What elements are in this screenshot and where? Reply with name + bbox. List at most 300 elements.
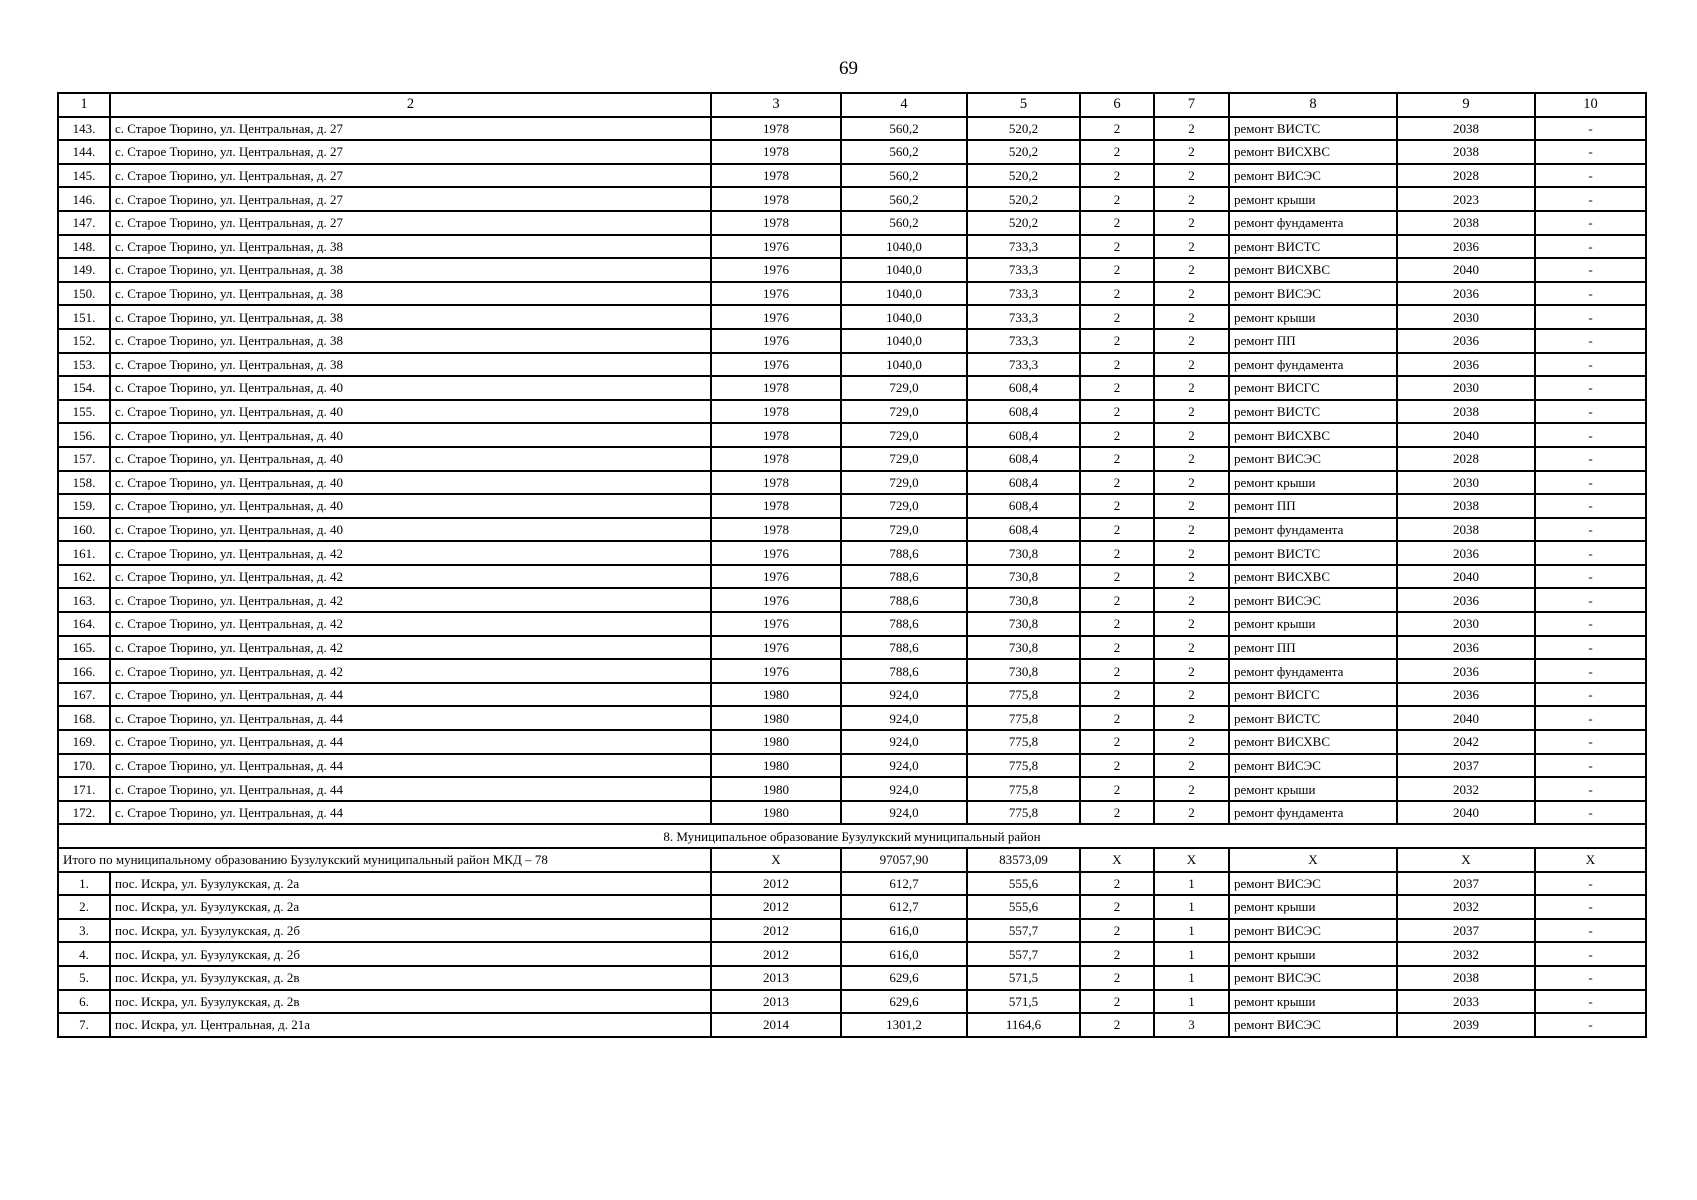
- work-type-cell: ремонт крыши: [1229, 471, 1397, 495]
- entrances-cell: 2: [1154, 636, 1229, 660]
- floors-cell: 2: [1080, 730, 1154, 754]
- address-cell: пос. Искра, ул. Бузулукская, д. 2б: [110, 919, 711, 943]
- column-10-cell: -: [1535, 282, 1646, 306]
- column-10-cell: -: [1535, 447, 1646, 471]
- total-area-cell: 729,0: [841, 400, 967, 424]
- row-number-cell: 143.: [58, 117, 110, 141]
- work-type-cell: ремонт фундамента: [1229, 353, 1397, 377]
- table-row: [58, 636, 1646, 660]
- total-area-cell: 924,0: [841, 777, 967, 801]
- work-type-cell: ремонт ВИСТС: [1229, 400, 1397, 424]
- living-area-cell: 775,8: [967, 754, 1080, 778]
- work-type-cell: ремонт ВИСЭС: [1229, 588, 1397, 612]
- planned-year-cell: 2032: [1397, 895, 1535, 919]
- row-number-cell: 153.: [58, 353, 110, 377]
- floors-cell: 2: [1080, 423, 1154, 447]
- floors-cell: 2: [1080, 612, 1154, 636]
- floors-cell: 2: [1080, 376, 1154, 400]
- work-type-cell: ремонт ВИСЭС: [1229, 164, 1397, 188]
- total-area-cell: 560,2: [841, 187, 967, 211]
- address-cell: с. Старое Тюрино, ул. Центральная, д. 42: [110, 659, 711, 683]
- table-row: [58, 730, 1646, 754]
- total-area-cell: 788,6: [841, 588, 967, 612]
- row-number-cell: 151.: [58, 305, 110, 329]
- table-row: [58, 400, 1646, 424]
- address-cell: с. Старое Тюрино, ул. Центральная, д. 27: [110, 211, 711, 235]
- work-type-cell: ремонт ВИСТС: [1229, 117, 1397, 141]
- entrances-cell: 2: [1154, 187, 1229, 211]
- entrances-cell: 2: [1154, 164, 1229, 188]
- year-built-cell: 1976: [711, 282, 841, 306]
- entrances-cell: 1: [1154, 990, 1229, 1014]
- planned-year-cell: 2036: [1397, 541, 1535, 565]
- year-built-cell: 1976: [711, 659, 841, 683]
- entrances-cell: 2: [1154, 305, 1229, 329]
- living-area-cell: 733,3: [967, 305, 1080, 329]
- work-type-cell: ремонт ВИСХВС: [1229, 140, 1397, 164]
- year-built-cell: 2012: [711, 872, 841, 896]
- total-area-cell: 788,6: [841, 541, 967, 565]
- column-10-cell: -: [1535, 164, 1646, 188]
- entrances-cell: 2: [1154, 376, 1229, 400]
- address-cell: с. Старое Тюрино, ул. Центральная, д. 44: [110, 801, 711, 825]
- floors-cell: 2: [1080, 494, 1154, 518]
- total-cell: 83573,09: [967, 848, 1080, 872]
- year-built-cell: 1980: [711, 801, 841, 825]
- work-type-cell: ремонт ВИСХВС: [1229, 565, 1397, 589]
- column-10-cell: -: [1535, 659, 1646, 683]
- living-area-cell: 733,3: [967, 353, 1080, 377]
- entrances-cell: 1: [1154, 895, 1229, 919]
- planned-year-cell: 2036: [1397, 329, 1535, 353]
- address-cell: с. Старое Тюрино, ул. Центральная, д. 40: [110, 376, 711, 400]
- total-area-cell: 1040,0: [841, 235, 967, 259]
- total-cell: Х: [1229, 848, 1397, 872]
- table-row: [58, 588, 1646, 612]
- living-area-cell: 571,5: [967, 990, 1080, 1014]
- year-built-cell: 1980: [711, 706, 841, 730]
- living-area-cell: 730,8: [967, 612, 1080, 636]
- year-built-cell: 1978: [711, 447, 841, 471]
- total-area-cell: 616,0: [841, 919, 967, 943]
- work-type-cell: ремонт ВИСТС: [1229, 706, 1397, 730]
- work-type-cell: ремонт ВИСТС: [1229, 235, 1397, 259]
- column-10-cell: -: [1535, 895, 1646, 919]
- column-10-cell: -: [1535, 966, 1646, 990]
- address-cell: с. Старое Тюрино, ул. Центральная, д. 40: [110, 400, 711, 424]
- table-row: [58, 659, 1646, 683]
- living-area-cell: 520,2: [967, 140, 1080, 164]
- address-cell: с. Старое Тюрино, ул. Центральная, д. 40: [110, 447, 711, 471]
- address-cell: с. Старое Тюрино, ул. Центральная, д. 27: [110, 117, 711, 141]
- entrances-cell: 2: [1154, 258, 1229, 282]
- planned-year-cell: 2030: [1397, 376, 1535, 400]
- row-number-cell: 167.: [58, 683, 110, 707]
- floors-cell: 2: [1080, 164, 1154, 188]
- planned-year-cell: 2028: [1397, 447, 1535, 471]
- floors-cell: 2: [1080, 258, 1154, 282]
- living-area-cell: 608,4: [967, 471, 1080, 495]
- address-cell: с. Старое Тюрино, ул. Центральная, д. 44: [110, 706, 711, 730]
- living-area-cell: 608,4: [967, 518, 1080, 542]
- living-area-cell: 555,6: [967, 872, 1080, 896]
- floors-cell: 2: [1080, 942, 1154, 966]
- entrances-cell: 1: [1154, 942, 1229, 966]
- living-area-cell: 571,5: [967, 966, 1080, 990]
- year-built-cell: 2012: [711, 919, 841, 943]
- column-10-cell: -: [1535, 683, 1646, 707]
- planned-year-cell: 2036: [1397, 588, 1535, 612]
- year-built-cell: 1978: [711, 423, 841, 447]
- living-area-cell: 1164,6: [967, 1013, 1080, 1037]
- living-area-cell: 730,8: [967, 588, 1080, 612]
- year-built-cell: 1980: [711, 730, 841, 754]
- address-cell: с. Старое Тюрино, ул. Центральная, д. 27: [110, 140, 711, 164]
- table-row: [58, 754, 1646, 778]
- living-area-cell: 775,8: [967, 777, 1080, 801]
- address-cell: с. Старое Тюрино, ул. Центральная, д. 44: [110, 777, 711, 801]
- work-type-cell: ремонт ПП: [1229, 329, 1397, 353]
- row-number-cell: 169.: [58, 730, 110, 754]
- column-10-cell: -: [1535, 235, 1646, 259]
- address-cell: с. Старое Тюрино, ул. Центральная, д. 27: [110, 164, 711, 188]
- table-row: [58, 683, 1646, 707]
- table-row: [58, 872, 1646, 896]
- floors-cell: 2: [1080, 706, 1154, 730]
- work-type-cell: ремонт крыши: [1229, 777, 1397, 801]
- column-10-cell: -: [1535, 612, 1646, 636]
- address-cell: пос. Искра, ул. Бузулукская, д. 2б: [110, 942, 711, 966]
- row-number-cell: 160.: [58, 518, 110, 542]
- row-number-cell: 163.: [58, 588, 110, 612]
- planned-year-cell: 2040: [1397, 565, 1535, 589]
- living-area-cell: 608,4: [967, 447, 1080, 471]
- table-row: [58, 282, 1646, 306]
- table-row: [58, 942, 1646, 966]
- column-header: 9: [1397, 93, 1535, 117]
- row-number-cell: 152.: [58, 329, 110, 353]
- column-number-header-row: [58, 93, 1646, 117]
- year-built-cell: 1976: [711, 565, 841, 589]
- living-area-cell: 775,8: [967, 730, 1080, 754]
- table-row: [58, 211, 1646, 235]
- column-10-cell: -: [1535, 730, 1646, 754]
- table-row: [58, 612, 1646, 636]
- address-cell: пос. Искра, ул. Бузулукская, д. 2в: [110, 966, 711, 990]
- row-number-cell: 146.: [58, 187, 110, 211]
- table-row: [58, 258, 1646, 282]
- year-built-cell: 1978: [711, 471, 841, 495]
- entrances-cell: 2: [1154, 801, 1229, 825]
- total-area-cell: 924,0: [841, 683, 967, 707]
- entrances-cell: 2: [1154, 447, 1229, 471]
- work-type-cell: ремонт ВИСЭС: [1229, 1013, 1397, 1037]
- living-area-cell: 730,8: [967, 659, 1080, 683]
- living-area-cell: 730,8: [967, 565, 1080, 589]
- entrances-cell: 2: [1154, 612, 1229, 636]
- column-10-cell: -: [1535, 754, 1646, 778]
- work-type-cell: ремонт крыши: [1229, 305, 1397, 329]
- column-header: 3: [711, 93, 841, 117]
- entrances-cell: 2: [1154, 683, 1229, 707]
- living-area-cell: 730,8: [967, 541, 1080, 565]
- work-type-cell: ремонт ВИСТС: [1229, 541, 1397, 565]
- planned-year-cell: 2036: [1397, 636, 1535, 660]
- planned-year-cell: 2038: [1397, 966, 1535, 990]
- living-area-cell: 520,2: [967, 117, 1080, 141]
- address-cell: с. Старое Тюрино, ул. Центральная, д. 27: [110, 187, 711, 211]
- repair-schedule-table: [57, 92, 1647, 1038]
- living-area-cell: 733,3: [967, 282, 1080, 306]
- entrances-cell: 2: [1154, 353, 1229, 377]
- entrances-cell: 2: [1154, 494, 1229, 518]
- planned-year-cell: 2042: [1397, 730, 1535, 754]
- table-row: [58, 541, 1646, 565]
- floors-cell: 2: [1080, 990, 1154, 1014]
- address-cell: с. Старое Тюрино, ул. Центральная, д. 44: [110, 754, 711, 778]
- address-cell: с. Старое Тюрино, ул. Центральная, д. 38: [110, 282, 711, 306]
- column-header: 10: [1535, 93, 1646, 117]
- column-10-cell: -: [1535, 942, 1646, 966]
- table-row: [58, 305, 1646, 329]
- row-number-cell: 1.: [58, 872, 110, 896]
- floors-cell: 2: [1080, 588, 1154, 612]
- work-type-cell: ремонт крыши: [1229, 612, 1397, 636]
- total-area-cell: 729,0: [841, 423, 967, 447]
- row-number-cell: 144.: [58, 140, 110, 164]
- total-area-cell: 1040,0: [841, 258, 967, 282]
- total-area-cell: 560,2: [841, 164, 967, 188]
- row-number-cell: 148.: [58, 235, 110, 259]
- floors-cell: 2: [1080, 919, 1154, 943]
- address-cell: с. Старое Тюрино, ул. Центральная, д. 42: [110, 588, 711, 612]
- column-header: 4: [841, 93, 967, 117]
- planned-year-cell: 2028: [1397, 164, 1535, 188]
- floors-cell: 2: [1080, 471, 1154, 495]
- column-10-cell: -: [1535, 187, 1646, 211]
- column-header: 2: [110, 93, 711, 117]
- entrances-cell: 2: [1154, 140, 1229, 164]
- total-label: Итого по муниципальному образованию Бузулукский муниципальный район МКД – 78: [58, 848, 711, 872]
- total-area-cell: 560,2: [841, 211, 967, 235]
- table-row: [58, 187, 1646, 211]
- column-10-cell: -: [1535, 423, 1646, 447]
- total-area-cell: 629,6: [841, 966, 967, 990]
- address-cell: с. Старое Тюрино, ул. Центральная, д. 40: [110, 423, 711, 447]
- year-built-cell: 1978: [711, 211, 841, 235]
- floors-cell: 2: [1080, 211, 1154, 235]
- total-area-cell: 788,6: [841, 636, 967, 660]
- table-row: [58, 117, 1646, 141]
- total-cell: Х: [1535, 848, 1646, 872]
- living-area-cell: 555,6: [967, 895, 1080, 919]
- address-cell: с. Старое Тюрино, ул. Центральная, д. 44: [110, 730, 711, 754]
- floors-cell: 2: [1080, 235, 1154, 259]
- table-row: [58, 235, 1646, 259]
- entrances-cell: 2: [1154, 282, 1229, 306]
- year-built-cell: 1976: [711, 305, 841, 329]
- year-built-cell: 2013: [711, 990, 841, 1014]
- living-area-cell: 520,2: [967, 187, 1080, 211]
- table-row: [58, 376, 1646, 400]
- total-area-cell: 924,0: [841, 754, 967, 778]
- year-built-cell: 1976: [711, 353, 841, 377]
- work-type-cell: ремонт фундамента: [1229, 801, 1397, 825]
- floors-cell: 2: [1080, 329, 1154, 353]
- row-number-cell: 150.: [58, 282, 110, 306]
- column-10-cell: -: [1535, 872, 1646, 896]
- year-built-cell: 2014: [711, 1013, 841, 1037]
- work-type-cell: ремонт ПП: [1229, 494, 1397, 518]
- table-row: [58, 140, 1646, 164]
- total-area-cell: 729,0: [841, 447, 967, 471]
- planned-year-cell: 2038: [1397, 140, 1535, 164]
- living-area-cell: 520,2: [967, 211, 1080, 235]
- living-area-cell: 730,8: [967, 636, 1080, 660]
- table-row: [58, 164, 1646, 188]
- total-area-cell: 560,2: [841, 140, 967, 164]
- total-area-cell: 729,0: [841, 376, 967, 400]
- entrances-cell: 2: [1154, 588, 1229, 612]
- floors-cell: 2: [1080, 777, 1154, 801]
- work-type-cell: ремонт фундамента: [1229, 211, 1397, 235]
- entrances-cell: 1: [1154, 919, 1229, 943]
- floors-cell: 2: [1080, 565, 1154, 589]
- column-10-cell: -: [1535, 565, 1646, 589]
- work-type-cell: ремонт ВИСГС: [1229, 683, 1397, 707]
- section-title: 8. Муниципальное образование Бузулукский муниципальный район: [58, 824, 1646, 848]
- living-area-cell: 733,3: [967, 329, 1080, 353]
- planned-year-cell: 2038: [1397, 400, 1535, 424]
- year-built-cell: 1980: [711, 683, 841, 707]
- year-built-cell: 1976: [711, 612, 841, 636]
- planned-year-cell: 2038: [1397, 117, 1535, 141]
- planned-year-cell: 2039: [1397, 1013, 1535, 1037]
- total-area-cell: 788,6: [841, 659, 967, 683]
- entrances-cell: 2: [1154, 659, 1229, 683]
- work-type-cell: ремонт ВИСЭС: [1229, 966, 1397, 990]
- address-cell: пос. Искра, ул. Центральная, д. 21а: [110, 1013, 711, 1037]
- page-number: 69: [839, 58, 858, 79]
- table-row: [58, 1013, 1646, 1037]
- total-area-cell: 1040,0: [841, 329, 967, 353]
- address-cell: с. Старое Тюрино, ул. Центральная, д. 38: [110, 305, 711, 329]
- table-row: [58, 990, 1646, 1014]
- address-cell: с. Старое Тюрино, ул. Центральная, д. 38: [110, 329, 711, 353]
- table-row: [58, 423, 1646, 447]
- row-number-cell: 145.: [58, 164, 110, 188]
- floors-cell: 2: [1080, 754, 1154, 778]
- planned-year-cell: 2032: [1397, 942, 1535, 966]
- table-row: [58, 777, 1646, 801]
- living-area-cell: 520,2: [967, 164, 1080, 188]
- row-number-cell: 165.: [58, 636, 110, 660]
- row-number-cell: 161.: [58, 541, 110, 565]
- planned-year-cell: 2040: [1397, 258, 1535, 282]
- floors-cell: 2: [1080, 636, 1154, 660]
- living-area-cell: 608,4: [967, 494, 1080, 518]
- address-cell: с. Старое Тюрино, ул. Центральная, д. 42: [110, 565, 711, 589]
- work-type-cell: ремонт ВИСЭС: [1229, 447, 1397, 471]
- work-type-cell: ремонт фундамента: [1229, 659, 1397, 683]
- column-10-cell: -: [1535, 990, 1646, 1014]
- living-area-cell: 775,8: [967, 683, 1080, 707]
- work-type-cell: ремонт фундамента: [1229, 518, 1397, 542]
- column-10-cell: -: [1535, 636, 1646, 660]
- row-number-cell: 166.: [58, 659, 110, 683]
- column-10-cell: -: [1535, 140, 1646, 164]
- row-number-cell: 157.: [58, 447, 110, 471]
- year-built-cell: 2013: [711, 966, 841, 990]
- floors-cell: 2: [1080, 305, 1154, 329]
- work-type-cell: ремонт крыши: [1229, 990, 1397, 1014]
- year-built-cell: 1978: [711, 117, 841, 141]
- entrances-cell: 2: [1154, 754, 1229, 778]
- work-type-cell: ремонт крыши: [1229, 187, 1397, 211]
- address-cell: с. Старое Тюрино, ул. Центральная, д. 40: [110, 471, 711, 495]
- year-built-cell: 2012: [711, 895, 841, 919]
- living-area-cell: 608,4: [967, 400, 1080, 424]
- floors-cell: 2: [1080, 282, 1154, 306]
- planned-year-cell: 2036: [1397, 235, 1535, 259]
- entrances-cell: 2: [1154, 117, 1229, 141]
- column-10-cell: -: [1535, 471, 1646, 495]
- column-header: 1: [58, 93, 110, 117]
- total-area-cell: 924,0: [841, 706, 967, 730]
- year-built-cell: 1976: [711, 329, 841, 353]
- entrances-cell: 2: [1154, 423, 1229, 447]
- planned-year-cell: 2036: [1397, 659, 1535, 683]
- work-type-cell: ремонт крыши: [1229, 942, 1397, 966]
- year-built-cell: 1976: [711, 588, 841, 612]
- planned-year-cell: 2040: [1397, 801, 1535, 825]
- work-type-cell: ремонт ВИСХВС: [1229, 423, 1397, 447]
- living-area-cell: 733,3: [967, 235, 1080, 259]
- total-area-cell: 629,6: [841, 990, 967, 1014]
- table-row: [58, 447, 1646, 471]
- column-10-cell: -: [1535, 801, 1646, 825]
- year-built-cell: 1976: [711, 258, 841, 282]
- living-area-cell: 775,8: [967, 706, 1080, 730]
- table-row: [58, 518, 1646, 542]
- floors-cell: 2: [1080, 966, 1154, 990]
- column-10-cell: -: [1535, 353, 1646, 377]
- total-area-cell: 1040,0: [841, 282, 967, 306]
- total-cell: Х: [1397, 848, 1535, 872]
- floors-cell: 2: [1080, 117, 1154, 141]
- year-built-cell: 1980: [711, 777, 841, 801]
- year-built-cell: 1978: [711, 376, 841, 400]
- table-row: [58, 966, 1646, 990]
- living-area-cell: 775,8: [967, 801, 1080, 825]
- table-row: [58, 706, 1646, 730]
- table-row: [58, 895, 1646, 919]
- column-10-cell: -: [1535, 1013, 1646, 1037]
- entrances-cell: 2: [1154, 777, 1229, 801]
- column-header: 6: [1080, 93, 1154, 117]
- section-header-row: [58, 824, 1646, 848]
- living-area-cell: 557,7: [967, 919, 1080, 943]
- year-built-cell: 1978: [711, 494, 841, 518]
- entrances-cell: 2: [1154, 471, 1229, 495]
- total-area-cell: 612,7: [841, 895, 967, 919]
- column-10-cell: -: [1535, 258, 1646, 282]
- entrances-cell: 2: [1154, 235, 1229, 259]
- address-cell: пос. Искра, ул. Бузулукская, д. 2в: [110, 990, 711, 1014]
- year-built-cell: 1976: [711, 235, 841, 259]
- planned-year-cell: 2030: [1397, 305, 1535, 329]
- row-number-cell: 171.: [58, 777, 110, 801]
